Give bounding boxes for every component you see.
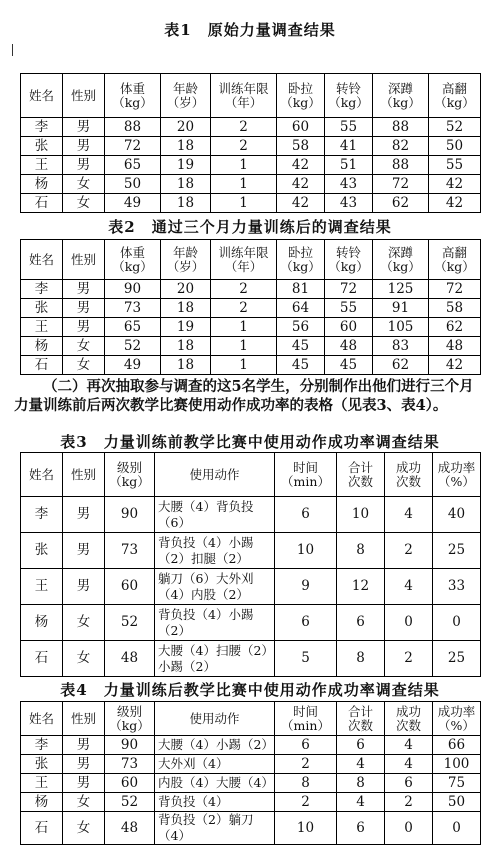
header-cell: 高翻 （kg） xyxy=(429,74,481,118)
table-cell: 男 xyxy=(63,497,105,533)
table-cell: 杨 xyxy=(21,605,63,641)
header-row xyxy=(21,702,481,736)
header-cell: 时间 （min） xyxy=(275,702,337,736)
header-cell: 性别 xyxy=(63,453,105,497)
table1-original-strength xyxy=(20,73,481,213)
table-cell: 25 xyxy=(433,641,481,677)
table-cell: 背负投（4）小踢（2） xyxy=(155,605,275,641)
table-cell: 72 xyxy=(325,280,373,299)
table-cell: 1 xyxy=(211,356,277,375)
header-cell: 深蹲 （kg） xyxy=(373,240,429,280)
table-cell: 4 xyxy=(385,736,433,755)
table-cell: 男 xyxy=(63,299,105,318)
table-cell: 王 xyxy=(21,318,63,337)
table-cell: 42 xyxy=(429,175,481,194)
table-cell: 6 xyxy=(337,812,385,845)
table-cell: 52 xyxy=(105,793,155,812)
section-paragraph: （二）再次抽取参与调查的这5名学生，分别制作出他们进行三个月力量训练前后两次教学比赛使用动作成功率的表格（见表3、表4）。 xyxy=(14,378,474,414)
table-row xyxy=(21,356,481,375)
table-cell: 4 xyxy=(385,497,433,533)
table-cell: 大外刈（4） xyxy=(155,755,275,774)
header-cell: 体重 （kg） xyxy=(105,240,161,280)
header-cell: 体重 （kg） xyxy=(105,74,161,118)
table-cell: 杨 xyxy=(21,175,63,194)
table-cell: 2 xyxy=(385,533,433,569)
table-cell: 女 xyxy=(63,194,105,213)
table-cell: 8 xyxy=(337,774,385,793)
table-cell: 43 xyxy=(325,175,373,194)
table-row xyxy=(21,736,481,755)
table-cell: 女 xyxy=(63,337,105,356)
table-cell: 男 xyxy=(63,569,105,605)
header-cell: 级别 （kg） xyxy=(105,702,155,736)
table-cell: 背负投（4） xyxy=(155,793,275,812)
table-cell: 18 xyxy=(161,194,211,213)
table-cell: 60 xyxy=(105,774,155,793)
table-cell: 48 xyxy=(105,641,155,677)
table-cell: 0 xyxy=(385,812,433,845)
table-cell: 男 xyxy=(63,137,105,156)
table-cell: 48 xyxy=(105,812,155,845)
table-cell: 72 xyxy=(105,137,161,156)
table-row xyxy=(21,337,481,356)
table-cell: 李 xyxy=(21,280,63,299)
table-cell: 男 xyxy=(63,736,105,755)
header-cell: 年龄 （岁） xyxy=(161,240,211,280)
table-cell: 52 xyxy=(105,337,161,356)
table-cell: 2 xyxy=(385,641,433,677)
table-cell: 内股（4）大腰（4） xyxy=(155,774,275,793)
table-cell: 56 xyxy=(277,318,325,337)
table-cell: 60 xyxy=(325,318,373,337)
table-cell: 33 xyxy=(433,569,481,605)
table-cell: 100 xyxy=(433,755,481,774)
table-cell: 49 xyxy=(105,194,161,213)
table-cell: 20 xyxy=(161,280,211,299)
table-cell: 62 xyxy=(373,356,429,375)
table-cell: 125 xyxy=(373,280,429,299)
table-cell: 6 xyxy=(337,605,385,641)
table-cell: 43 xyxy=(325,194,373,213)
header-cell: 转铃 （kg） xyxy=(325,74,373,118)
table-cell: 75 xyxy=(433,774,481,793)
table-cell: 10 xyxy=(337,497,385,533)
table-cell: 18 xyxy=(161,356,211,375)
table-cell: 10 xyxy=(275,533,337,569)
header-cell: 深蹲 （kg） xyxy=(373,74,429,118)
table-cell: 45 xyxy=(277,356,325,375)
table-cell: 52 xyxy=(105,605,155,641)
table-cell: 8 xyxy=(275,774,337,793)
table1-caption: 表1 原始力量调查结果 xyxy=(164,21,336,39)
table-cell: 49 xyxy=(105,356,161,375)
header-cell: 性别 xyxy=(63,74,105,118)
table-cell: 2 xyxy=(275,755,337,774)
table-cell: 石 xyxy=(21,641,63,677)
table-row xyxy=(21,137,481,156)
table-cell: 73 xyxy=(105,533,155,569)
table-cell: 张 xyxy=(21,299,63,318)
table-cell: 李 xyxy=(21,118,63,137)
table-row xyxy=(21,533,481,569)
table-cell: 25 xyxy=(433,533,481,569)
margin-mark xyxy=(12,44,13,56)
table-cell: 张 xyxy=(21,137,63,156)
table-cell: 10 xyxy=(275,812,337,845)
header-cell: 训练年限 （年） xyxy=(211,240,277,280)
header-cell: 姓名 xyxy=(21,702,63,736)
header-cell: 姓名 xyxy=(21,240,63,280)
table-cell: 64 xyxy=(277,299,325,318)
table-cell: 躺刀（6）大外刈（4）内股（2） xyxy=(155,569,275,605)
table-row xyxy=(21,318,481,337)
header-cell: 性别 xyxy=(63,702,105,736)
table-cell: 19 xyxy=(161,318,211,337)
table-cell: 2 xyxy=(211,280,277,299)
table-cell: 65 xyxy=(105,156,161,175)
table-cell: 72 xyxy=(429,280,481,299)
table-cell: 1 xyxy=(211,175,277,194)
table2-after-training xyxy=(20,239,481,375)
table-cell: 4 xyxy=(337,755,385,774)
table-cell: 4 xyxy=(385,755,433,774)
table-cell: 73 xyxy=(105,299,161,318)
table-cell: 0 xyxy=(433,605,481,641)
table-cell: 李 xyxy=(21,497,63,533)
header-cell: 成功率 （%） xyxy=(433,702,481,736)
table-cell: 6 xyxy=(337,736,385,755)
table-cell: 72 xyxy=(373,175,429,194)
table-cell: 60 xyxy=(277,118,325,137)
table-cell: 90 xyxy=(105,280,161,299)
table-cell: 88 xyxy=(373,118,429,137)
table-cell: 8 xyxy=(337,641,385,677)
table-cell: 20 xyxy=(161,118,211,137)
table-cell: 42 xyxy=(277,175,325,194)
table-cell: 4 xyxy=(337,793,385,812)
table-cell: 42 xyxy=(277,156,325,175)
table-cell: 石 xyxy=(21,194,63,213)
header-cell: 卧拉 （kg） xyxy=(277,74,325,118)
table-cell: 1 xyxy=(211,194,277,213)
table-row xyxy=(21,497,481,533)
table-cell: 8 xyxy=(337,533,385,569)
header-cell: 转铃 （kg） xyxy=(325,240,373,280)
header-row xyxy=(21,74,481,118)
table-cell: 男 xyxy=(63,755,105,774)
table-cell: 1 xyxy=(211,337,277,356)
table-cell: 杨 xyxy=(21,793,63,812)
table-cell: 5 xyxy=(275,641,337,677)
header-cell: 年龄 （岁） xyxy=(161,74,211,118)
table-cell: 6 xyxy=(385,774,433,793)
table-cell: 张 xyxy=(21,755,63,774)
table-cell: 2 xyxy=(385,793,433,812)
table-cell: 女 xyxy=(63,175,105,194)
table-cell: 1 xyxy=(211,156,277,175)
table-cell: 18 xyxy=(161,337,211,356)
header-cell: 使用动作 xyxy=(155,702,275,736)
table-cell: 52 xyxy=(429,118,481,137)
table-cell: 6 xyxy=(275,736,337,755)
table-cell: 1 xyxy=(211,318,277,337)
table-cell: 男 xyxy=(63,280,105,299)
table-cell: 女 xyxy=(63,356,105,375)
table-cell: 90 xyxy=(105,497,155,533)
table-cell: 0 xyxy=(433,812,481,845)
header-row xyxy=(21,453,481,497)
table-cell: 男 xyxy=(63,156,105,175)
header-cell: 使用动作 xyxy=(155,453,275,497)
table-cell: 0 xyxy=(385,605,433,641)
table-cell: 王 xyxy=(21,774,63,793)
header-cell: 高翻 （kg） xyxy=(429,240,481,280)
table-cell: 55 xyxy=(325,299,373,318)
table-cell: 62 xyxy=(373,194,429,213)
table-row xyxy=(21,812,481,845)
table-cell: 18 xyxy=(161,137,211,156)
table-cell: 91 xyxy=(373,299,429,318)
header-cell: 合计 次数 xyxy=(337,453,385,497)
table-cell: 90 xyxy=(105,736,155,755)
header-cell: 成功率 （%） xyxy=(433,453,481,497)
table-row xyxy=(21,605,481,641)
table-row xyxy=(21,194,481,213)
table4-after-match xyxy=(20,701,481,845)
table-cell: 男 xyxy=(63,318,105,337)
table-row xyxy=(21,175,481,194)
header-cell: 成功 次数 xyxy=(385,702,433,736)
header-cell: 成功 次数 xyxy=(385,453,433,497)
table-cell: 88 xyxy=(105,118,161,137)
table3-caption: 表3 力量训练前教学比赛中使用动作成功率调查结果 xyxy=(60,433,440,451)
table-cell: 18 xyxy=(161,299,211,318)
table-cell: 81 xyxy=(277,280,325,299)
table-cell: 李 xyxy=(21,736,63,755)
table-cell: 48 xyxy=(429,337,481,356)
table-row xyxy=(21,118,481,137)
header-cell: 姓名 xyxy=(21,74,63,118)
table-cell: 40 xyxy=(433,497,481,533)
table4-caption: 表4 力量训练后教学比赛中使用动作成功率调查结果 xyxy=(60,681,440,699)
table-cell: 45 xyxy=(325,356,373,375)
table-cell: 50 xyxy=(429,137,481,156)
table-cell: 女 xyxy=(63,605,105,641)
table-cell: 82 xyxy=(373,137,429,156)
table-cell: 42 xyxy=(429,356,481,375)
table-row xyxy=(21,299,481,318)
table2-caption: 表2 通过三个月力量训练后的调查结果 xyxy=(108,218,392,236)
table-row xyxy=(21,755,481,774)
watermark xyxy=(484,816,494,831)
table-row xyxy=(21,156,481,175)
table-cell: 58 xyxy=(429,299,481,318)
table-cell: 66 xyxy=(433,736,481,755)
table-cell: 石 xyxy=(21,812,63,845)
header-cell: 时间 （min） xyxy=(275,453,337,497)
table-cell: 9 xyxy=(275,569,337,605)
table-cell: 50 xyxy=(433,793,481,812)
table-cell: 大腰（4）扫腰（2）小踢（2） xyxy=(155,641,275,677)
table-cell: 6 xyxy=(275,497,337,533)
table-cell: 45 xyxy=(277,337,325,356)
table-cell: 73 xyxy=(105,755,155,774)
table3-before-match xyxy=(20,452,481,677)
header-cell: 性别 xyxy=(63,240,105,280)
table-cell: 41 xyxy=(325,137,373,156)
table-cell: 大腰（4）小踢（2） xyxy=(155,736,275,755)
table-cell: 王 xyxy=(21,156,63,175)
table-cell: 65 xyxy=(105,318,161,337)
table-cell: 女 xyxy=(63,793,105,812)
table-cell: 18 xyxy=(161,175,211,194)
table-cell: 背负投（2）躺刀（4） xyxy=(155,812,275,845)
table-cell: 王 xyxy=(21,569,63,605)
table-cell: 大腰（4）背负投（6） xyxy=(155,497,275,533)
table-cell: 2 xyxy=(211,299,277,318)
table-cell: 石 xyxy=(21,356,63,375)
table-cell: 58 xyxy=(277,137,325,156)
table-cell: 张 xyxy=(21,533,63,569)
header-cell: 姓名 xyxy=(21,453,63,497)
table-cell: 女 xyxy=(63,812,105,845)
table-cell: 6 xyxy=(275,605,337,641)
table-cell: 4 xyxy=(385,569,433,605)
table-row xyxy=(21,569,481,605)
table-row xyxy=(21,280,481,299)
table-cell: 2 xyxy=(211,118,277,137)
header-cell: 训练年限 （年） xyxy=(211,74,277,118)
table-cell: 男 xyxy=(63,774,105,793)
header-cell: 卧拉 （kg） xyxy=(277,240,325,280)
table-cell: 2 xyxy=(211,137,277,156)
table-cell: 60 xyxy=(105,569,155,605)
table-cell: 51 xyxy=(325,156,373,175)
table-row xyxy=(21,774,481,793)
table-cell: 55 xyxy=(325,118,373,137)
table-cell: 42 xyxy=(429,194,481,213)
table-cell: 女 xyxy=(63,641,105,677)
table-cell: 62 xyxy=(429,318,481,337)
table-cell: 88 xyxy=(373,156,429,175)
table-cell: 杨 xyxy=(21,337,63,356)
table-cell: 83 xyxy=(373,337,429,356)
header-cell: 合计 次数 xyxy=(337,702,385,736)
table-cell: 42 xyxy=(277,194,325,213)
table-cell: 背负投（4）小踢（2）扣腿（2） xyxy=(155,533,275,569)
table-cell: 19 xyxy=(161,156,211,175)
table-cell: 50 xyxy=(105,175,161,194)
table-row xyxy=(21,641,481,677)
header-cell: 级别 （kg） xyxy=(105,453,155,497)
table-cell: 2 xyxy=(275,793,337,812)
table-row xyxy=(21,793,481,812)
table-cell: 男 xyxy=(63,118,105,137)
table-cell: 男 xyxy=(63,533,105,569)
table-cell: 12 xyxy=(337,569,385,605)
table-cell: 105 xyxy=(373,318,429,337)
header-row xyxy=(21,240,481,280)
table-cell: 55 xyxy=(429,156,481,175)
table-cell: 48 xyxy=(325,337,373,356)
